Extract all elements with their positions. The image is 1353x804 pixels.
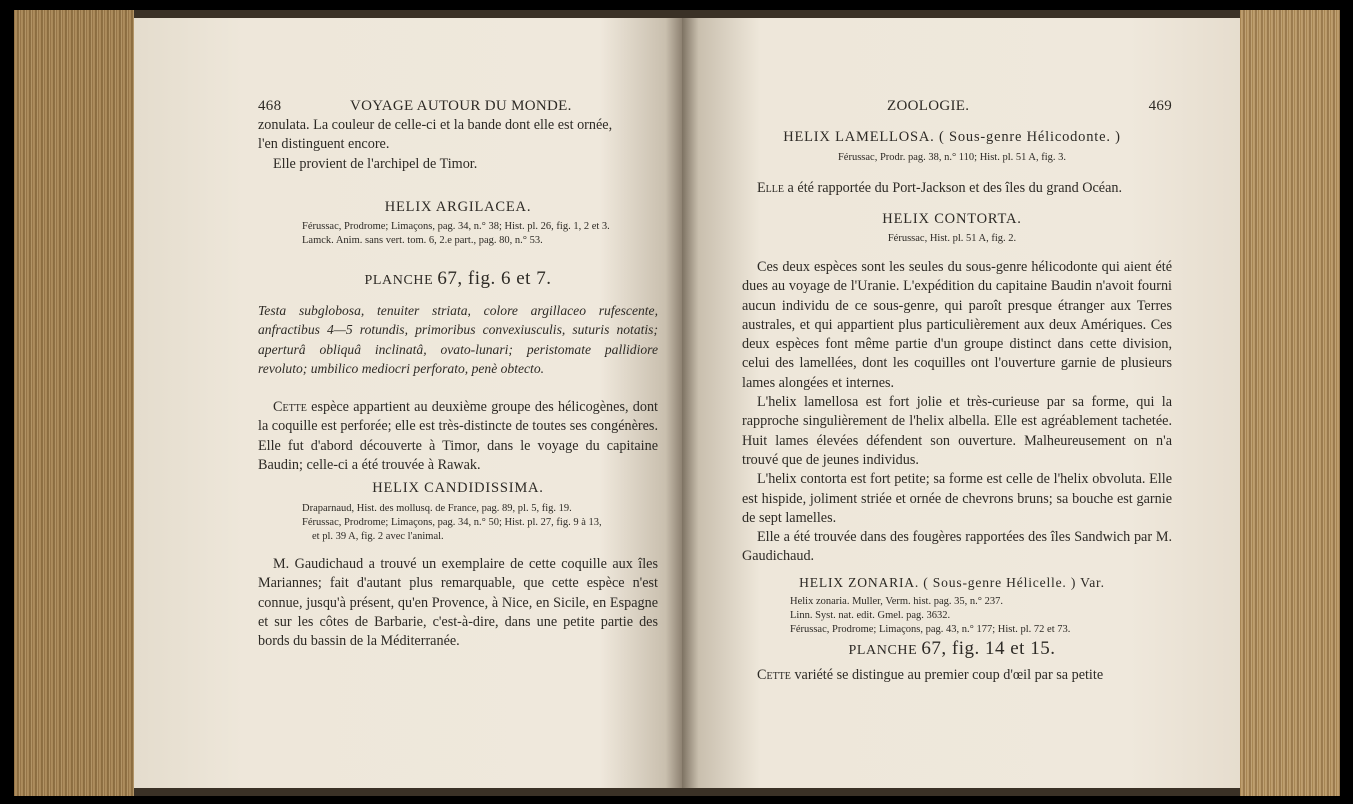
left-intro (258, 116, 658, 174)
left-running-head (258, 98, 688, 115)
paragraph-text: variété se distingue au premier coup d'œil par sa petite (790, 667, 1104, 683)
paragraph-text: L'helix lamellosa est fort jolie et très-curieuse par sa forme, qui la rapproche singulièrement de l'helix albella. Elle est agréablement tachetée. Huit lames élevées défendent son ouverture. Malheureusement on n'a trouvé que de jeunes individus. (742, 394, 1172, 468)
reference-line: Férussac, Prodrome; Limaçons, pag. 34, n.° 50; Hist. pl. 27, fig. 9 à 13, (302, 517, 602, 528)
reference-line: Linn. Syst. nat. edit. Gmel. pag. 3632. (790, 610, 951, 621)
intro-line: l'en distinguent encore. (258, 136, 390, 153)
reference-line: et pl. 39 A, fig. 2 avec l'animal. (312, 531, 444, 542)
species-refs-contorta (742, 232, 1162, 246)
plate-label: PLANCHE (848, 643, 918, 658)
left-head-title: VOYAGE AUTOUR DU MONDE. (350, 98, 572, 114)
open-book (14, 10, 1340, 796)
paragraph-contorta (742, 258, 1172, 567)
paragraph-lamellosa (742, 179, 1172, 198)
reference-line: Helix zonaria. Muller, Verm. hist. pag. 35, n.° 237. (790, 596, 1003, 607)
species-title-lamellosa: HELIX LAMELLOSA. ( Sous-genre Hélicodonte. ) (783, 129, 1121, 145)
species-title-candidissima: HELIX CANDIDISSIMA. (372, 480, 544, 496)
right-page (682, 18, 1240, 788)
paragraph-candidissima: M. Gaudichaud a trouvé un exemplaire de cette coquille aux îles Mariannes; fait d'autant plus remarquable, que cette espèce n'est connue, jusqu'à présent, qu'en Provence, à Nice, en Sicile, en Espagne et sur les côtes de Barbarie, c'est-à-dire, dans une petite partie des bords du bassin de la Méditerranée. (258, 556, 658, 650)
right-head-title: ZOOLOGIE. (887, 98, 970, 114)
species-refs-lamellosa (742, 151, 1162, 165)
reference-line: Férussac, Prodr. pag. 38, n.° 110; Hist. pl. 51 A, fig. 3. (837, 152, 1067, 163)
paragraph-text: Elle a été trouvée dans des fougères rapportées des îles Sandwich par M. Gaudichaud. (742, 529, 1172, 565)
plate-caption-argilacea (258, 268, 658, 290)
species-title-argilacea: HELIX ARGILACEA. (384, 199, 532, 215)
paragraph-text: L'helix contorta est fort petite; sa forme est celle de l'helix obvoluta. Elle est hispide, joliment striée et ornée de chevrons bruns; sa bouche est garnie de sept lamelles. (742, 471, 1172, 526)
latin-description-argilacea: Testa subglobosa, tenuiter striata, colore argillaceo rufescente, anfractibus 4—5 rotundis, primoribus convexiusculis, suturis notatis; aperturâ obliquâ inclinatâ, ovato-lunari; peristomate pallidiore revoluto; umbilico mediocri perforato, penè obtecto. (258, 303, 658, 376)
dropcap-word: Cette (757, 667, 791, 683)
dropcap-word: Cette (273, 399, 307, 415)
paragraph-zonaria (742, 666, 1172, 685)
reference-line: Draparnaud, Hist. des mollusq. de France, pag. 89, pl. 5, fig. 19. (302, 503, 572, 514)
paragraph-argilacea (258, 398, 658, 475)
intro-line: Elle provient de l'archipel de Timor. (273, 155, 478, 172)
plate-number: 67, fig. 14 et 15. (921, 638, 1056, 659)
book-edge-right (1240, 10, 1340, 796)
species-refs-zonaria (790, 595, 1180, 637)
reference-line: Férussac, Prodrome; Limaçons, pag. 43, n.° 177; Hist. pl. 72 et 73. (790, 624, 1071, 635)
reference-line: Lamck. Anim. sans vert. tom. 6, 2.e part., pag. 80, n.° 53. (302, 235, 543, 246)
reference-line: Férussac, Prodrome; Limaçons, pag. 34, n.° 38; Hist. pl. 26, fig. 1, 2 et 3. (302, 221, 610, 232)
intro-line: zonulata. La couleur de celle-ci et la bande dont elle est ornée, (258, 117, 613, 133)
plate-label: PLANCHE (364, 273, 434, 288)
paragraph-text: Ces deux espèces sont les seules du sous-genre hélicodonte qui aient été dues au voyage de l'Uranie. L'expédition du capitaine Baudin n'avoit fourni aucun individu de ce sous-genre, qui paroît presque étranger aux Terres australes, et qui appartient plus particulièrement aux deux Amériques. Ces deux espèces font même partie d'un groupe distinct dans cette division, celui des lamellées, dont les coquilles ont l'ouverture garnie de plusieurs lames alongées et internes. (742, 259, 1172, 391)
species-refs-argilacea (302, 220, 662, 248)
paragraph-text: a été rapportée du Port-Jackson et des îles du grand Océan. (784, 180, 1123, 196)
paragraph-text: espèce appartient au deuxième groupe des hélicogènes, dont la coquille est perforée; elle est très-distincte de toutes ses congénères. Elle fut d'abord découverte à Timor, dans le voyage du capitaine Baudin; celle-ci a été trouvée à Rawak. (258, 399, 658, 473)
species-refs-candidissima (302, 502, 662, 544)
left-page (134, 18, 682, 788)
right-page-number: 469 (1148, 98, 1172, 114)
left-page-number: 468 (258, 98, 282, 114)
plate-number: 67, fig. 6 et 7. (437, 268, 552, 289)
species-title-contorta: HELIX CONTORTA. (882, 211, 1022, 227)
reference-line: Férussac, Hist. pl. 51 A, fig. 2. (887, 233, 1017, 244)
dropcap-word: Elle (757, 180, 784, 196)
book-edge-left (14, 10, 134, 796)
species-title-zonaria: HELIX ZONARIA. ( Sous-genre Hélicelle. ) Var. (799, 575, 1105, 590)
plate-caption-zonaria (742, 638, 1162, 660)
